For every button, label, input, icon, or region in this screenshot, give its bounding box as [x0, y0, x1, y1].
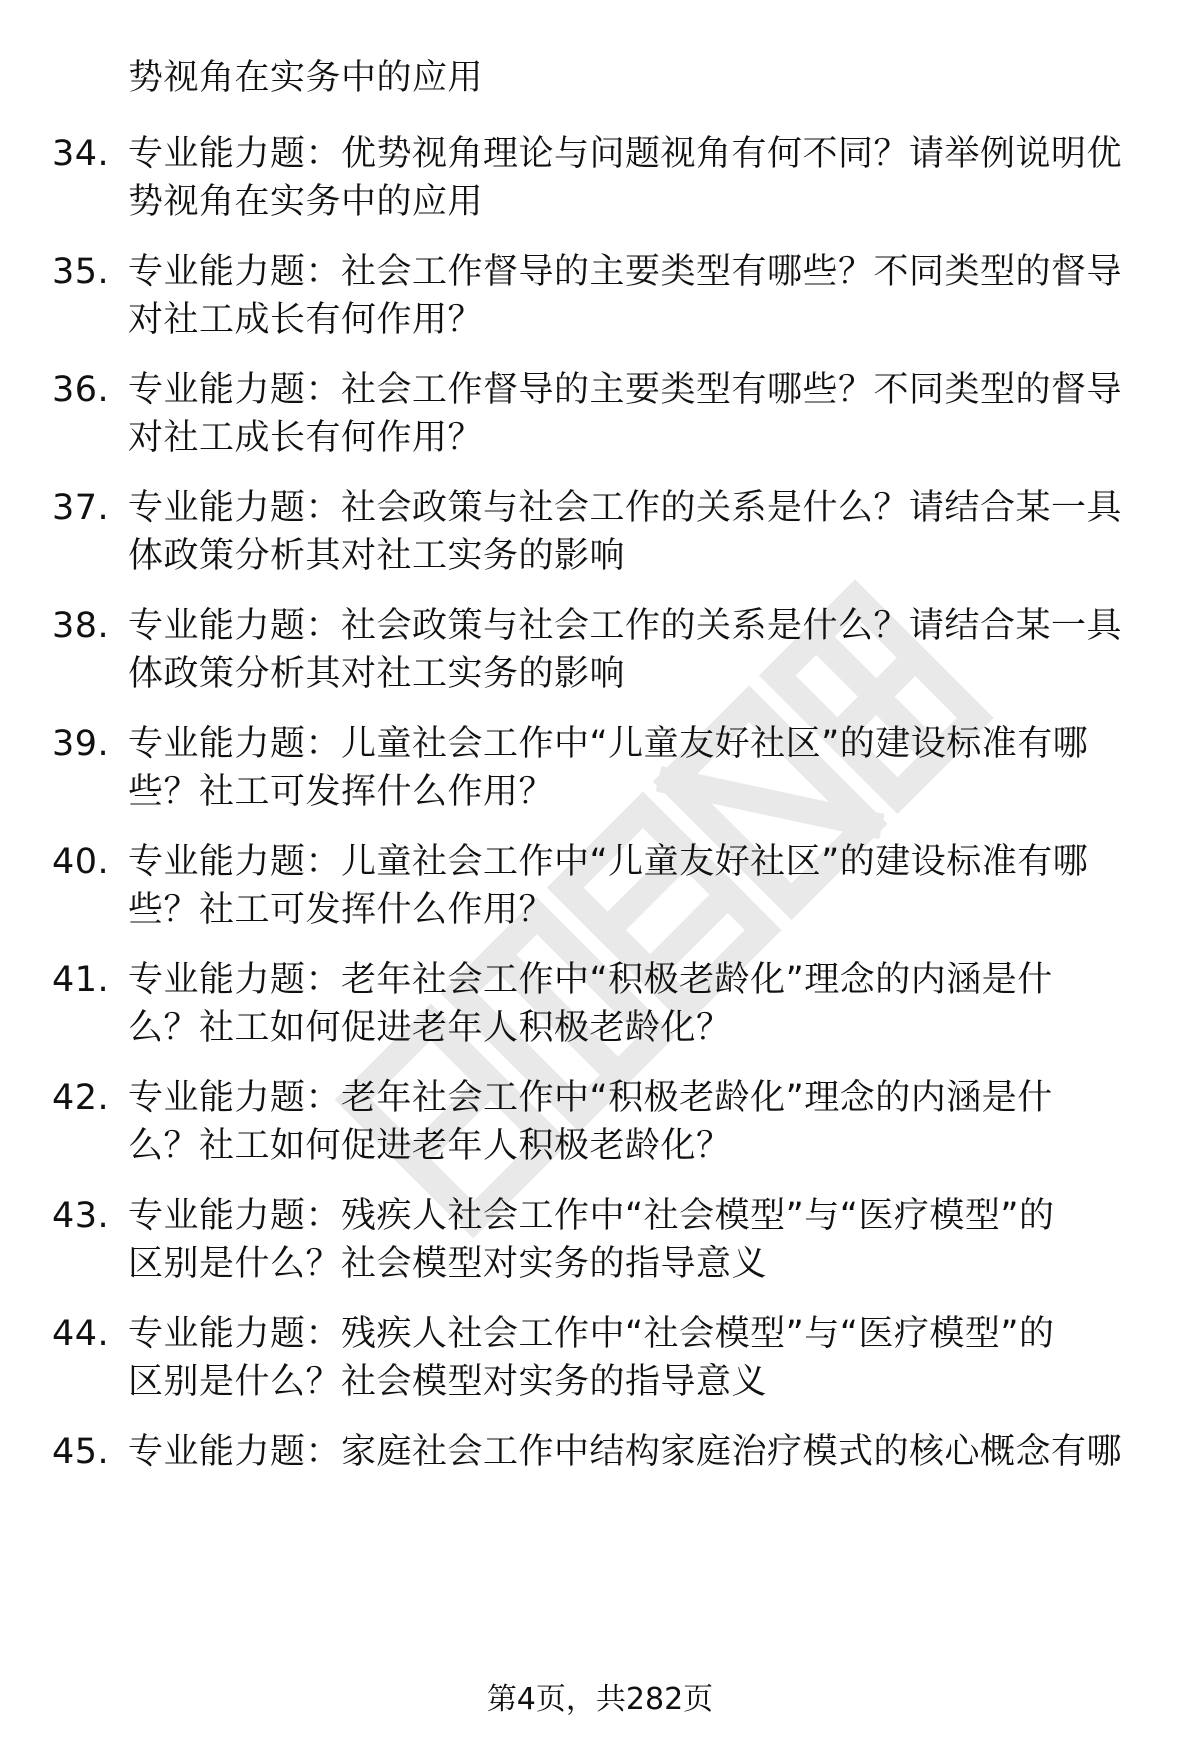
item-text-line-2: 势视角在实务中的应用 [128, 182, 484, 222]
item-text-line-1: 专业能力题：社会工作督导的主要类型有哪些？不同类型的督导 [128, 252, 1123, 292]
item-text-line-2: 对社工成长有何作用？ [128, 300, 484, 340]
item-text-line-1: 专业能力题：社会工作督导的主要类型有哪些？不同类型的督导 [128, 370, 1123, 410]
item-text-line-2: 些？社工可发挥什么作用？ [128, 890, 555, 930]
item-number: 45. [52, 1432, 110, 1472]
item-text-line-2: 对社工成长有何作用？ [128, 418, 484, 458]
item-number: 36. [52, 370, 110, 410]
item-text-line-1: 专业能力题：家庭社会工作中结构家庭治疗模式的核心概念有哪 [128, 1432, 1123, 1472]
item-number: 38. [52, 606, 110, 646]
item-text-line-1: 专业能力题：老年社会工作中“积极老龄化”理念的内涵是什 [128, 1078, 1053, 1118]
item-text-line-1: 专业能力题：儿童社会工作中“儿童友好社区”的建设标准有哪 [128, 842, 1089, 882]
item-number: 43. [52, 1196, 110, 1236]
item-number: 35. [52, 252, 110, 292]
item-text-line-1: 专业能力题：社会政策与社会工作的关系是什么？请结合某一具 [128, 606, 1123, 646]
item-text-line-1: 专业能力题：老年社会工作中“积极老龄化”理念的内涵是什 [128, 960, 1053, 1000]
item-number: 41. [52, 960, 110, 1000]
item-text-line-1: 专业能力题：优势视角理论与问题视角有何不同？请举例说明优 [128, 134, 1123, 174]
item-number: 42. [52, 1078, 110, 1118]
item-text-line-1: 专业能力题：社会政策与社会工作的关系是什么？请结合某一具 [128, 488, 1123, 528]
item-text-line-1: 专业能力题：残疾人社会工作中“社会模型”与“医疗模型”的 [128, 1196, 1055, 1236]
item-number: 37. [52, 488, 110, 528]
item-text-line-1: 专业能力题：儿童社会工作中“儿童友好社区”的建设标准有哪 [128, 724, 1089, 764]
item-text-line-2: 区别是什么？社会模型对实务的指导意义 [128, 1244, 768, 1284]
continuation-line: 势视角在实务中的应用 [128, 58, 484, 98]
item-text-line-2: 区别是什么？社会模型对实务的指导意义 [128, 1362, 768, 1402]
item-text-line-2: 体政策分析其对社工实务的影响 [128, 654, 626, 694]
page-footer: 第4页，共282页 [486, 1682, 714, 1717]
item-number: 34. [52, 134, 110, 174]
item-text-line-1: 专业能力题：残疾人社会工作中“社会模型”与“医疗模型”的 [128, 1314, 1055, 1354]
item-number: 44. [52, 1314, 110, 1354]
item-text-line-2: 么？社工如何促进老年人积极老龄化？ [128, 1008, 732, 1048]
item-text-line-2: 么？社工如何促进老年人积极老龄化？ [128, 1126, 732, 1166]
item-text-line-2: 体政策分析其对社工实务的影响 [128, 536, 626, 576]
item-text-line-2: 些？社工可发挥什么作用？ [128, 772, 555, 812]
item-number: 39. [52, 724, 110, 764]
item-number: 40. [52, 842, 110, 882]
